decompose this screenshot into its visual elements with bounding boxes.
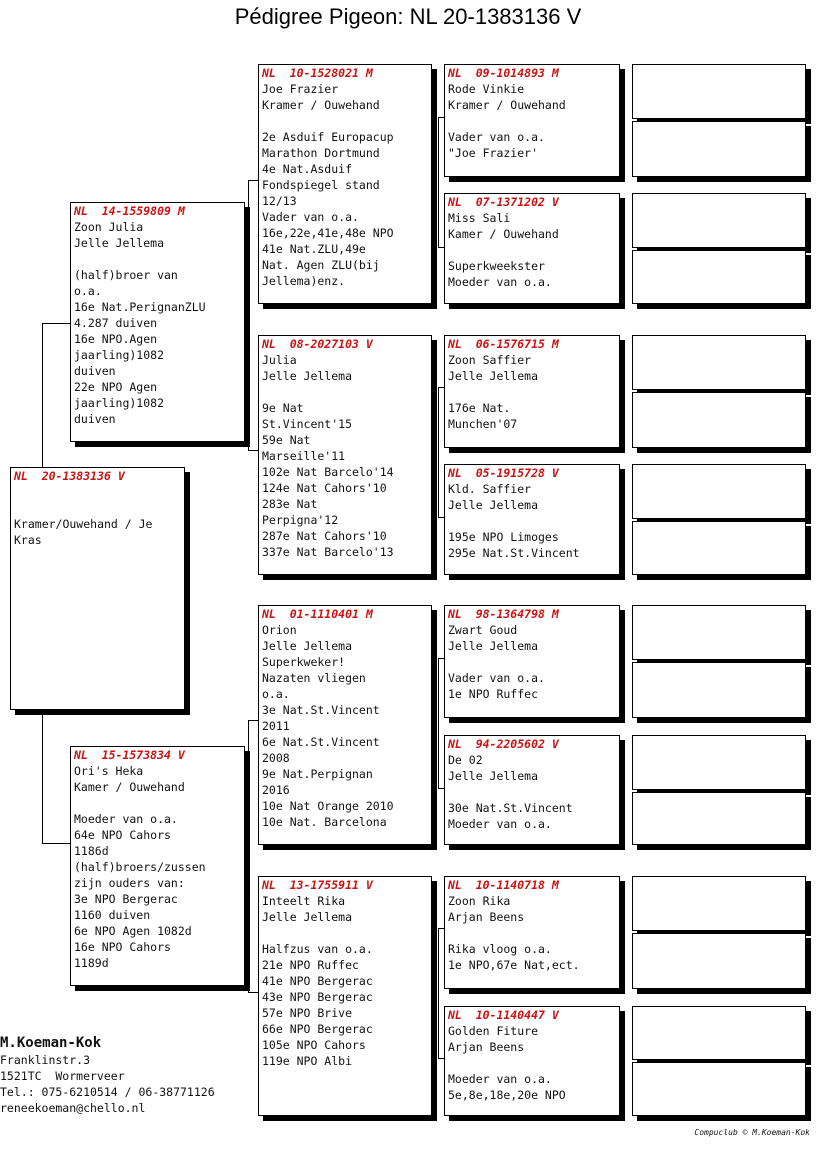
- detail-line: [11, 484, 184, 500]
- pigeon-details: [259, 81, 431, 289]
- detail-line: (half)broer van: [74, 268, 178, 282]
- detail-line: 10e Nat. Barcelona: [262, 815, 387, 829]
- detail-line: 30e Nat.St.Vincent: [448, 801, 573, 815]
- empty-card: [632, 64, 806, 119]
- detail-line: Nazaten vliegen: [262, 671, 366, 685]
- empty-card: [632, 933, 806, 989]
- detail-line: Orion: [262, 623, 297, 637]
- ring-number: NL 10-1140718 M: [448, 878, 559, 892]
- detail-line: 1189d: [74, 956, 109, 970]
- ring-number: NL 14-1559809 M: [74, 204, 185, 218]
- connector-line: [248, 180, 249, 450]
- detail-line: 119e NPO Albi: [262, 1054, 353, 1068]
- detail-line: 195e NPO Limoges: [448, 530, 559, 544]
- empty-card: [632, 1062, 806, 1116]
- detail-line: Jelle Jellema: [448, 639, 539, 653]
- connector-line: [42, 323, 43, 468]
- pigeon-details: [259, 893, 431, 1069]
- detail-line: "Joe Frazier': [448, 146, 539, 160]
- detail-line: Jelle Jellema: [262, 639, 353, 653]
- pigeon-card-mff: [444, 605, 620, 718]
- detail-line: [259, 925, 431, 941]
- empty-card: [632, 121, 806, 177]
- detail-line: Arjan Beens: [448, 910, 525, 924]
- empty-card: [632, 605, 806, 660]
- detail-line: 21e NPO Ruffec: [262, 958, 359, 972]
- empty-card: [632, 250, 806, 304]
- detail-line: o.a.: [74, 284, 102, 298]
- detail-line: Superkweker!: [262, 655, 346, 669]
- pigeon-card-fff: [444, 64, 620, 177]
- pigeon-card-ffm: [444, 193, 620, 304]
- detail-line: 12/13: [262, 194, 297, 208]
- connector-line: [42, 715, 43, 843]
- pigeon-details: [259, 622, 431, 830]
- pigeon-card-father: [70, 202, 245, 442]
- detail-line: Kras: [14, 533, 42, 547]
- detail-line: [445, 1055, 619, 1071]
- connector-line: [248, 720, 258, 721]
- pigeon-card-mf: [258, 605, 432, 845]
- ring-number: NL 13-1755911 V: [262, 878, 373, 892]
- ring-number: NL 10-1140447 V: [448, 1008, 559, 1022]
- owner-name: M.Koeman-Kok: [0, 1035, 102, 1051]
- page-title: Pédigree Pigeon: NL 20-1383136 V: [234, 4, 582, 29]
- detail-line: 16e NPO Cahors: [74, 940, 171, 954]
- detail-line: jaarling)1082: [74, 396, 165, 410]
- detail-line: Kramer/Ouwehand / Je: [14, 517, 153, 531]
- detail-line: Jelle Jellema: [262, 369, 353, 383]
- empty-card: [632, 662, 806, 718]
- detail-line: 124e Nat Cahors'10: [262, 481, 387, 495]
- detail-line: 9e Nat: [262, 401, 304, 415]
- detail-line: Jelle Jellema: [262, 910, 353, 924]
- detail-line: Nat. Agen ZLU(bij: [262, 258, 380, 272]
- detail-line: 2011: [262, 719, 290, 733]
- connector-line: [42, 323, 70, 324]
- detail-line: Zoon Rika: [448, 894, 511, 908]
- detail-line: 1186d: [74, 844, 109, 858]
- detail-line: [71, 251, 244, 267]
- ring-number: NL 05-1915728 V: [448, 466, 559, 480]
- detail-line: 2008: [262, 751, 290, 765]
- empty-card: [632, 1006, 806, 1060]
- detail-line: o.a.: [262, 687, 290, 701]
- detail-line: 2016: [262, 783, 290, 797]
- detail-line: [445, 513, 619, 529]
- ring-number: NL 06-1576715 M: [448, 337, 559, 351]
- empty-card: [632, 464, 806, 519]
- detail-line: 1160 duiven: [74, 908, 151, 922]
- detail-line: 337e Nat Barcelo'13: [262, 545, 394, 559]
- detail-line: Moeder van o.a.: [448, 1072, 552, 1086]
- detail-line: 3e NPO Bergerac: [74, 892, 178, 906]
- detail-line: Moeder van o.a.: [448, 817, 552, 831]
- detail-line: Arjan Beens: [448, 1040, 525, 1054]
- owner-info: [0, 1034, 215, 1116]
- empty-card: [632, 335, 806, 390]
- pigeon-details: [445, 622, 619, 702]
- detail-line: 43e NPO Bergerac: [262, 990, 373, 1004]
- detail-line: 283e Nat: [262, 497, 318, 511]
- pigeon-card-mother: [70, 746, 245, 986]
- detail-line: 295e Nat.St.Vincent: [448, 546, 580, 560]
- detail-line: Marathon Dortmund: [262, 146, 380, 160]
- pigeon-card-mmm: [444, 1006, 620, 1116]
- detail-line: [259, 113, 431, 129]
- detail-line: Munchen'07: [448, 417, 518, 431]
- pigeon-details: [445, 481, 619, 561]
- detail-line: 3e Nat.St.Vincent: [262, 703, 380, 717]
- detail-line: [11, 500, 184, 516]
- ring-number: NL 94-2205602 V: [448, 737, 559, 751]
- connector-line: [248, 992, 258, 993]
- detail-line: Zoon Julia: [74, 220, 144, 234]
- detail-line: Kld. Saffier: [448, 482, 532, 496]
- detail-line: 4e Nat.Asduif: [262, 162, 353, 176]
- pigeon-details: [445, 352, 619, 432]
- owner-city: 1521TC Wormerveer: [0, 1069, 125, 1083]
- detail-line: Golden Fiture: [448, 1024, 539, 1038]
- detail-line: 5e,8e,18e,20e NPO: [448, 1088, 566, 1102]
- detail-line: Zoon Saffier: [448, 353, 532, 367]
- detail-line: duiven: [74, 364, 116, 378]
- detail-line: [71, 795, 244, 811]
- pigeon-details: [259, 352, 431, 560]
- pigeon-details: [445, 210, 619, 290]
- detail-line: [445, 925, 619, 941]
- detail-line: 4.287 duiven: [74, 316, 158, 330]
- detail-line: 6e NPO Agen 1082d: [74, 924, 192, 938]
- detail-line: Julia: [262, 353, 297, 367]
- detail-line: Rika vloog o.a.: [448, 942, 552, 956]
- detail-line: Miss Sali: [448, 211, 511, 225]
- detail-line: Kramer / Ouwehand: [448, 98, 566, 112]
- connector-line: [248, 450, 258, 451]
- detail-line: [445, 784, 619, 800]
- detail-line: 1e NPO Ruffec: [448, 687, 539, 701]
- ring-number: NL 09-1014893 M: [448, 66, 559, 80]
- detail-line: 287e Nat Cahors'10: [262, 529, 387, 543]
- detail-line: [445, 242, 619, 258]
- detail-line: Vader van o.a.: [448, 130, 545, 144]
- owner-phone: Tel.: 075-6210514 / 06-38771126: [0, 1085, 215, 1099]
- empty-card: [632, 392, 806, 448]
- empty-card: [632, 735, 806, 790]
- connector-line: [248, 720, 249, 992]
- pigeon-card-mm: [258, 876, 432, 1116]
- detail-line: [445, 384, 619, 400]
- detail-line: Perpigna'12: [262, 513, 339, 527]
- detail-line: Superkweekster: [448, 259, 545, 273]
- detail-line: Kamer / Ouwehand: [74, 780, 185, 794]
- pigeon-card-ff: [258, 64, 432, 304]
- detail-line: Joe Frazier: [262, 82, 339, 96]
- detail-line: [445, 113, 619, 129]
- detail-line: 66e NPO Bergerac: [262, 1022, 373, 1036]
- detail-line: 10e Nat Orange 2010: [262, 799, 394, 813]
- ring-number: NL 01-1110401 M: [262, 607, 373, 621]
- detail-line: 9e Nat.Perpignan: [262, 767, 373, 781]
- detail-line: jaarling)1082: [74, 348, 165, 362]
- detail-line: 16e NPO.Agen: [74, 332, 158, 346]
- detail-line: (half)broers/zussen: [74, 860, 206, 874]
- ring-number: NL 20-1383136 V: [14, 469, 125, 483]
- detail-line: St.Vincent'15: [262, 417, 353, 431]
- detail-line: 59e Nat: [262, 433, 311, 447]
- detail-line: 2e Asduif Europacup: [262, 130, 394, 144]
- detail-line: Kramer / Ouwehand: [262, 98, 380, 112]
- pigeon-card-fm: [258, 335, 432, 575]
- detail-line: Inteelt Rika: [262, 894, 346, 908]
- pigeon-details: [71, 219, 244, 427]
- detail-line: Kamer / Ouwehand: [448, 227, 559, 241]
- connector-line: [438, 387, 439, 517]
- detail-line: Moeder van o.a.: [448, 275, 552, 289]
- detail-line: Jelle Jellema: [448, 769, 539, 783]
- detail-line: Vader van o.a.: [448, 671, 545, 685]
- empty-card: [632, 193, 806, 248]
- detail-line: Jelle Jellema: [74, 236, 165, 250]
- detail-line: De 02: [448, 753, 483, 767]
- detail-line: zijn ouders van:: [74, 876, 185, 890]
- ring-number: NL 98-1364798 M: [448, 607, 559, 621]
- ring-number: NL 07-1371202 V: [448, 195, 559, 209]
- detail-line: 41e Nat.ZLU,49e: [262, 242, 366, 256]
- detail-line: [445, 654, 619, 670]
- detail-line: 105e NPO Cahors: [262, 1038, 366, 1052]
- ring-number: NL 08-2027103 V: [262, 337, 373, 351]
- empty-card: [632, 792, 806, 845]
- detail-line: 176e Nat.: [448, 401, 511, 415]
- connector-line: [248, 180, 258, 181]
- ring-number: NL 10-1528021 M: [262, 66, 373, 80]
- detail-line: Jellema)enz.: [262, 274, 346, 288]
- pigeon-details: [445, 752, 619, 832]
- detail-line: Jelle Jellema: [448, 369, 539, 383]
- detail-line: 1e NPO,67e Nat,ect.: [448, 958, 580, 972]
- detail-line: duiven: [74, 412, 116, 426]
- detail-line: [259, 384, 431, 400]
- owner-email: reneekoeman@chello.nl: [0, 1101, 146, 1115]
- detail-line: Ori's Heka: [74, 764, 144, 778]
- connector-line: [438, 928, 439, 1058]
- pigeon-details: [445, 893, 619, 973]
- ring-number: NL 15-1573834 V: [74, 748, 185, 762]
- detail-line: 22e NPO Agen: [74, 380, 158, 394]
- pigeon-details: [71, 763, 244, 971]
- owner-address: Franklinstr.3: [0, 1053, 91, 1067]
- pigeon-details: [445, 81, 619, 161]
- detail-line: Halfzus van o.a.: [262, 942, 373, 956]
- connector-line: [42, 843, 70, 844]
- pigeon-details: [445, 1023, 619, 1103]
- empty-card: [632, 876, 806, 931]
- footer-credit: Compuclub © M.Koeman-Kok: [694, 1128, 810, 1137]
- connector-line: [438, 117, 439, 247]
- detail-line: Fondspiegel stand: [262, 178, 380, 192]
- detail-line: Marseille'11: [262, 449, 346, 463]
- detail-line: 57e NPO Brive: [262, 1006, 353, 1020]
- pigeon-card-subject: [10, 467, 185, 710]
- detail-line: 16e Nat.PerignanZLU: [74, 300, 206, 314]
- detail-line: 41e NPO Bergerac: [262, 974, 373, 988]
- detail-line: 6e Nat.St.Vincent: [262, 735, 380, 749]
- detail-line: Moeder van o.a.: [74, 812, 178, 826]
- detail-line: Zwart Goud: [448, 623, 518, 637]
- pigeon-card-fmm: [444, 464, 620, 575]
- detail-line: 16e,22e,41e,48e NPO: [262, 226, 394, 240]
- pigeon-details: [11, 484, 184, 548]
- pigeon-card-mmf: [444, 876, 620, 989]
- detail-line: 102e Nat Barcelo'14: [262, 465, 394, 479]
- detail-line: Jelle Jellema: [448, 498, 539, 512]
- detail-line: Rode Vinkie: [448, 82, 525, 96]
- connector-line: [438, 658, 439, 788]
- detail-line: 64e NPO Cahors: [74, 828, 171, 842]
- detail-line: Vader van o.a.: [262, 210, 359, 224]
- empty-card: [632, 521, 806, 575]
- pigeon-card-mfm: [444, 735, 620, 845]
- pigeon-card-fmf: [444, 335, 620, 448]
